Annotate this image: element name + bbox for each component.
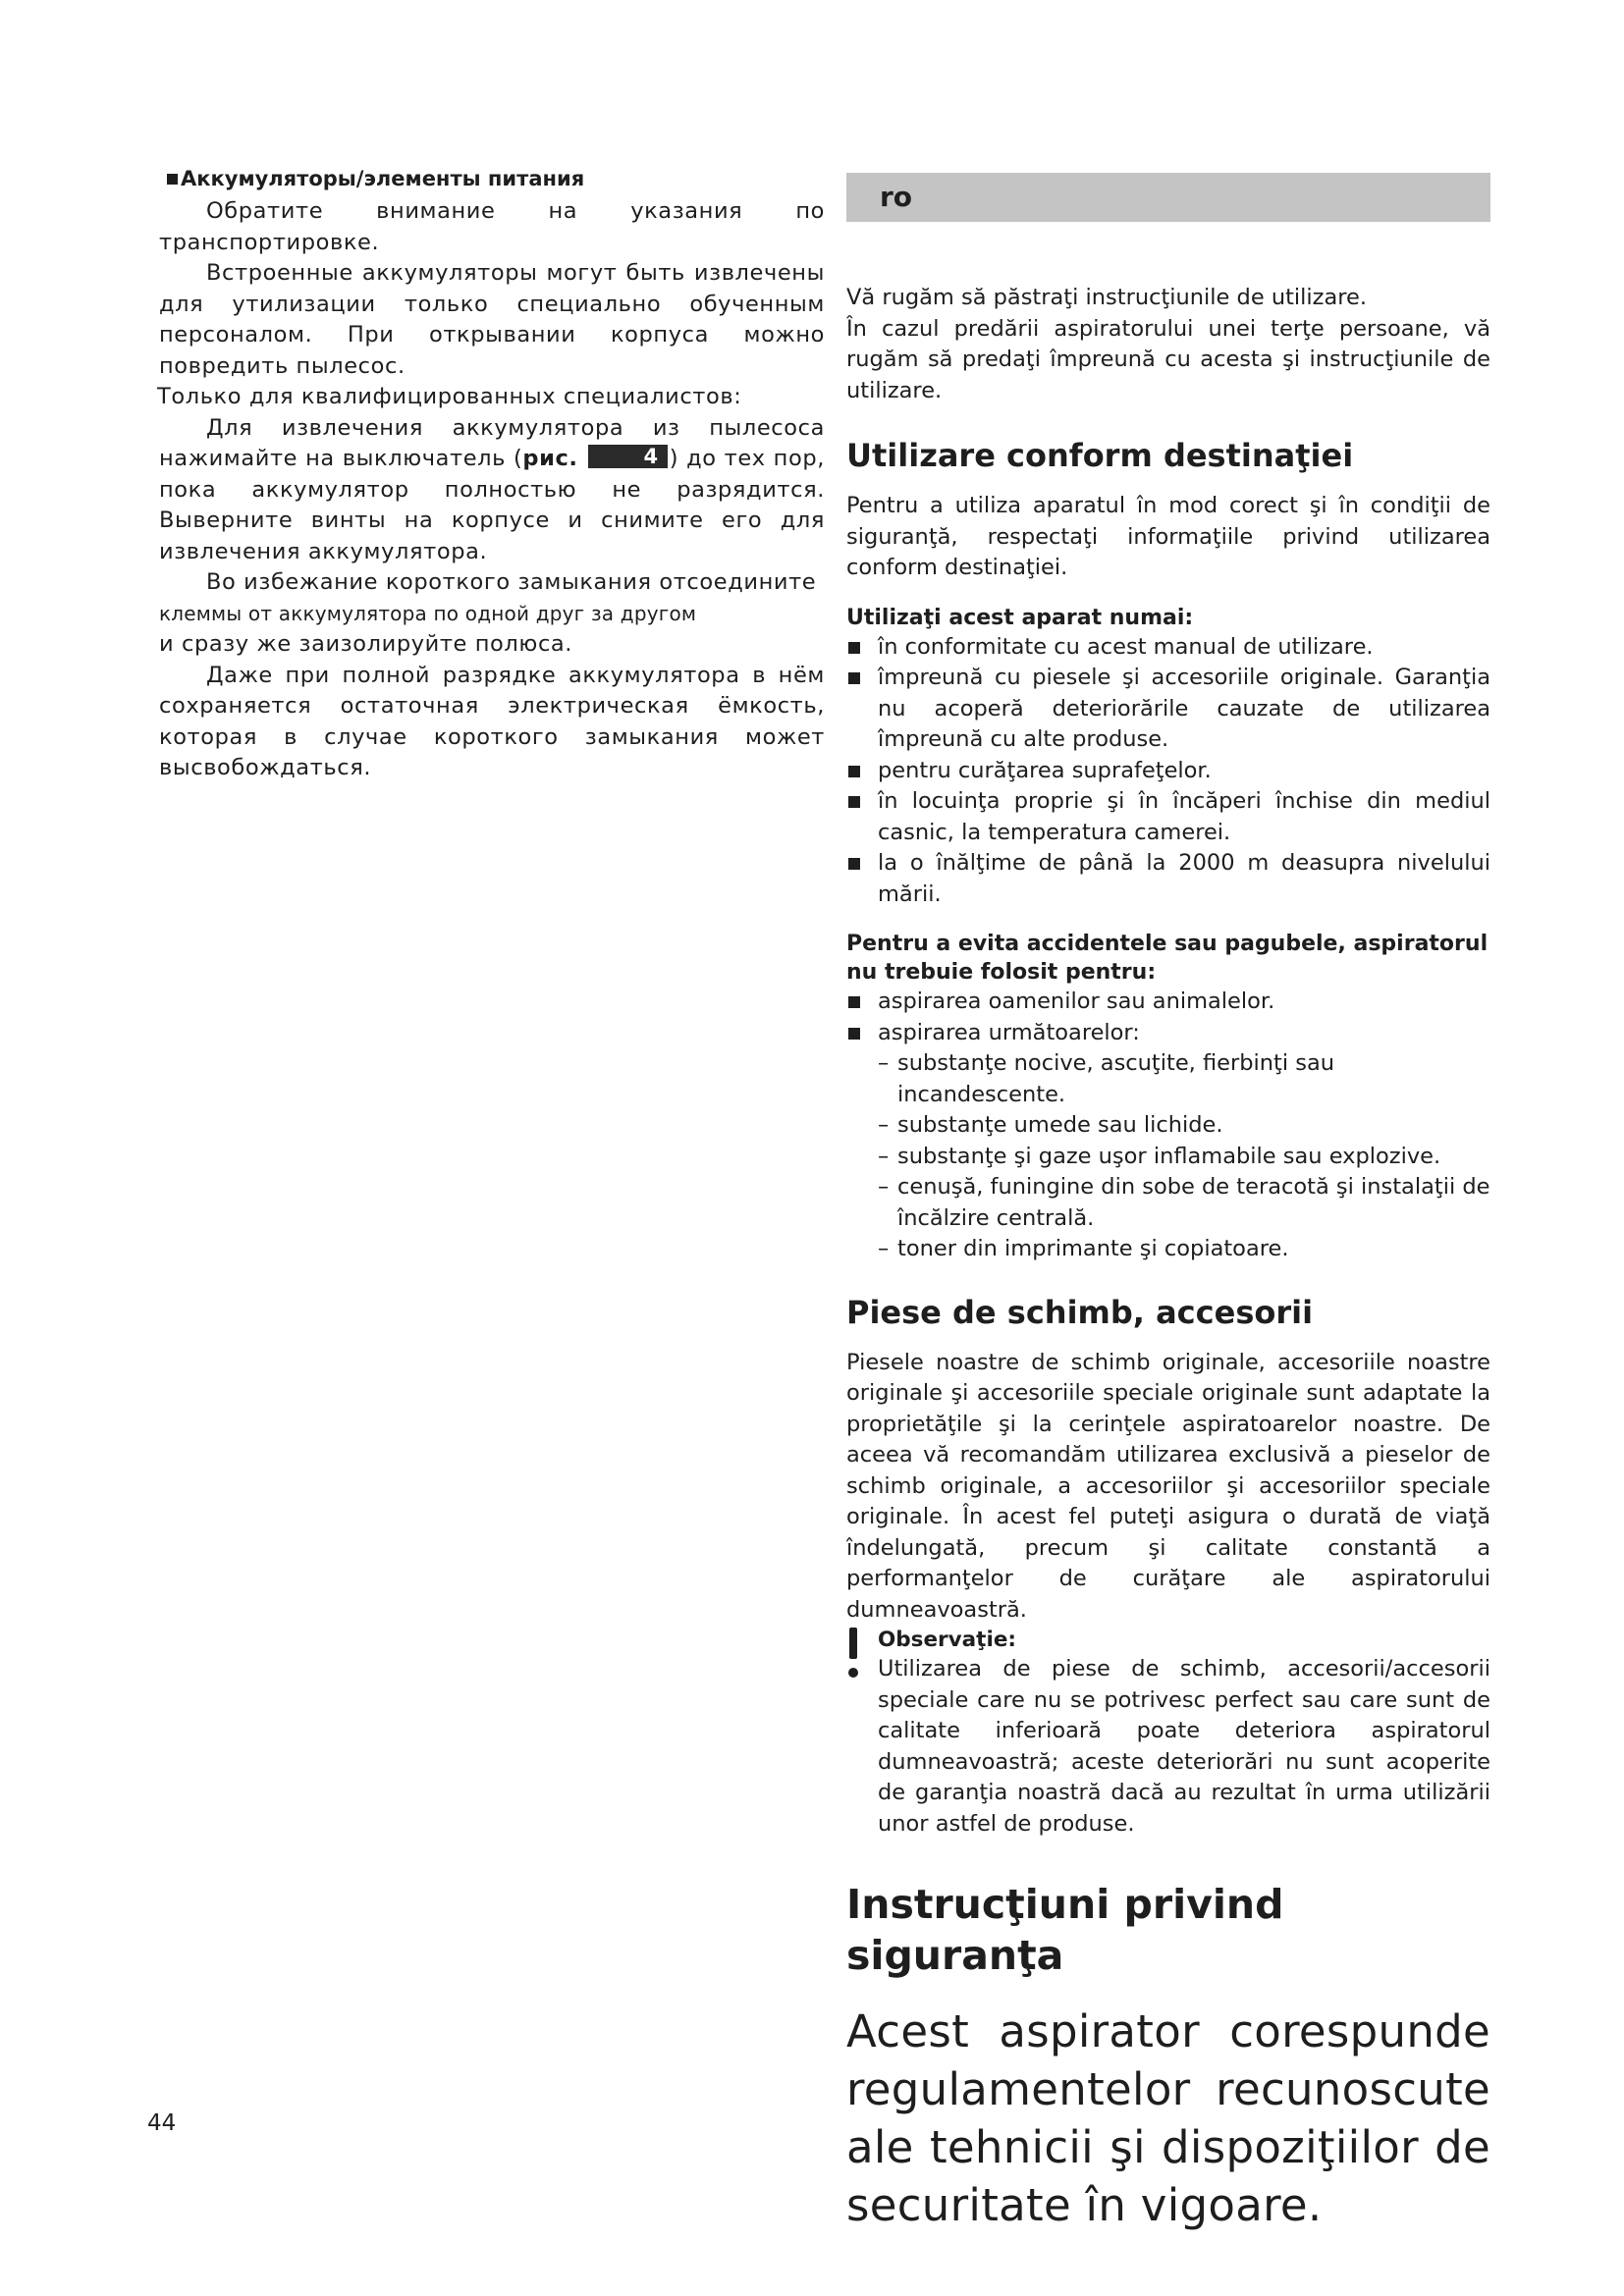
list-item: la o înălţime de până la 2000 m deasupra nivelului mării. — [846, 848, 1490, 910]
figure-number-badge: 4 — [588, 445, 668, 468]
battery-removal-paragraph: Для извлечения аккумулятора из пылесоса нажимайте на выключатель (рис. 4 ) до тех пор, пока аккумулятор полностью не разрядится. Выверните винты на корпусе и снимите его для извлечения аккумулятора. — [159, 414, 825, 564]
prohibited-use-subheading: Pentru a evita accidentele sau pagubele, aspiratorul nu trebuie folosit pentru: — [846, 932, 1489, 985]
dash-item: – substanţe nocive, ascuţite, fierbinţi sau incandescente. — [878, 1048, 1490, 1110]
dash-item: – substanţe umede sau lichide. — [878, 1110, 1490, 1142]
list-item: în conformitate cu acest manual de utilizare. — [846, 632, 1490, 664]
dash-item: – toner din imprimante şi copiatoare. — [878, 1234, 1490, 1265]
disposal-paragraph: Встроенные аккумуляторы могут быть извлечены для утилизации только специально обученным персоналом. При открывании корпуса можно повредить пылесос. — [159, 260, 825, 379]
note-block — [846, 1626, 1490, 1840]
left-column-russian — [159, 165, 825, 784]
list-item: aspirarea oamenilor sau animalelor. — [846, 987, 1490, 1018]
spare-parts-paragraph: Piesele noastre de schimb originale, accesoriile noastre originale şi accesoriile speciale originale sunt adaptate la proprietăţile şi la cerinţele aspiratoarelor noastre. De aceea vă recomandăm utilizarea exclusivă a pieselor de schimb originale, a accesoriilor şi accesoriilor speciale originale. În acest fel puteţi asigura o durată de viaţă îndelungată, precum şi calitate constantă a performanţelor de curăţare ale aspiratorului dumneavoastră. — [846, 1349, 1490, 1623]
square-bullet-icon — [167, 174, 178, 185]
list-item: în locuinţa proprie şi în încăperi închise din mediul casnic, la temperatura camerei. — [846, 786, 1490, 848]
intro-keep-instructions: Vă rugăm să păstraţi instrucţiunile de utilizare. — [846, 285, 1368, 310]
figure-reference-label: рис. — [522, 446, 578, 471]
list-item: împreună cu piesele şi accesoriile originale. Garanţia nu acoperă deteriorările cauzate de utilizarea împreună cu alte produse. — [846, 663, 1490, 756]
short-circuit-line-1: Во избежание короткого замыкания отсоедините — [206, 569, 817, 595]
battery-heading: Аккумуляторы/элементы питания — [167, 165, 825, 192]
list-item: aspirarea următoarelor: — [846, 1018, 1490, 1049]
prohibited-substances-list — [846, 1048, 1490, 1265]
residual-capacity-paragraph: Даже при полной разрядке аккумулятора в нём сохраняется остаточная электрическая ёмкость, которая в случае короткого замыкания может высвобождаться. — [159, 662, 825, 780]
intended-use-paragraph: Pentru a utiliza aparatul în mod corect şi în condiţii de siguranţă, respectaţi informaţiile privind utilizarea conform destinaţiei. — [846, 493, 1490, 580]
dash-item: – substanţe şi gaze uşor inflamabile sau explozive. — [878, 1142, 1490, 1173]
use-only-subheading: Utilizaţi acest aparat numai: — [846, 605, 1194, 630]
use-only-list — [846, 632, 1490, 911]
section-title-intended-use: Utilizare conform destinaţiei — [846, 437, 1354, 474]
intro-third-party: În cazul predării aspiratorului unei terţe persoane, vă rugăm să predaţi împreună cu acesta şi instrucţiunile de utilizare. — [846, 315, 1490, 403]
list-item: pentru curăţarea suprafeţelor. — [846, 756, 1490, 787]
right-column-romanian — [846, 173, 1490, 2234]
page-number: 44 — [147, 2110, 177, 2136]
transport-note-paragraph: Обратите внимание на указания по транспортировке. — [159, 198, 825, 255]
short-circuit-line-2: клеммы от аккумулятора по одной друг за другом — [159, 601, 697, 625]
safety-lead-paragraph: Acest aspirator corespunde regulamentelor recunoscute ale tehnicii şi dispoziţiilor de securitate în vigoare. — [846, 2005, 1490, 2231]
language-tag-bar: ro — [846, 173, 1490, 222]
short-circuit-line-3: и сразу же заизолируйте полюса. — [159, 631, 573, 657]
exclamation-icon — [846, 1628, 860, 1686]
specialists-only-line: Только для квалифицированных специалистов: — [157, 384, 742, 409]
dash-item: – cenuşă, funingine din sobe de teracotă şi instalaţii de încălzire centrală. — [878, 1172, 1490, 1234]
prohibited-use-list — [846, 987, 1490, 1048]
note-title: Observaţie: — [878, 1628, 1016, 1652]
section-title-spare-parts: Piese de schimb, accesorii — [846, 1293, 1314, 1331]
section-title-safety: Instrucţiuni privind siguranţa — [846, 1881, 1284, 1979]
note-text: Utilizarea de piese de schimb, accesorii/accesorii speciale care nu se potrivesc perfect sau care sunt de calitate inferioară poate deteriora aspiratorul dumneavoastră; aceste deteriorări nu sunt acoperite de garanţia noastră dacă au rezultat în urma utilizării unor astfel de produse. — [878, 1656, 1490, 1837]
